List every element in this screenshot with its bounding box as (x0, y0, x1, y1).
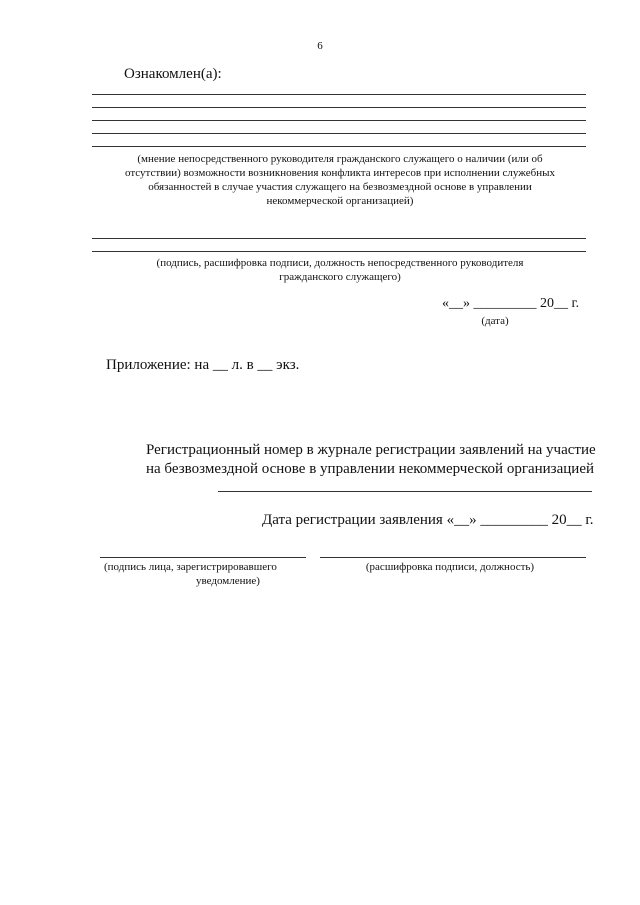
acquainted-label: Ознакомлен(а): (124, 66, 222, 82)
registrar-signature-caption-line-2: уведомление) (196, 575, 260, 587)
opinion-caption-line-1: (мнение непосредственного руководителя гражданского служащего о наличии (или об (137, 153, 543, 165)
registration-number-field (218, 491, 592, 492)
opinion-caption-line-4: некоммерческой организацией) (266, 195, 414, 207)
opinion-line-5 (92, 146, 586, 147)
supervisor-signature-line-2 (92, 251, 586, 252)
registrar-name-line (320, 557, 586, 558)
signature-caption-line-2: гражданского служащего) (279, 271, 401, 283)
registration-number-line-2: на безвозмездной основе в управлении некоммерческой организацией (146, 461, 595, 477)
opinion-line-4 (92, 133, 586, 134)
registrar-signature-line (100, 557, 306, 558)
registrar-signature-caption (96, 560, 326, 588)
date-line: «__» _________ 20__ г. (442, 296, 580, 311)
registrar-signature-caption-line-1: (подпись лица, зарегистрировавшего (104, 561, 277, 573)
opinion-caption-line-3: обязанностей в случае участия служащего на безвозмездной основе в управлении (148, 181, 532, 193)
registration-date: Дата регистрации заявления «__» _________ 20__ г. (262, 512, 594, 528)
registrar-name-caption: (расшифровка подписи, должность) (365, 561, 535, 573)
opinion-caption-line-2: отсутствии) возможности возникновения конфликта интересов при исполнении служебных (125, 167, 555, 179)
opinion-line-3 (92, 120, 586, 121)
opinion-caption (90, 152, 590, 208)
signature-caption-line-1: (подпись, расшифровка подписи, должность непосредственного руководителя (156, 257, 524, 269)
opinion-line-2 (92, 107, 586, 108)
signature-caption (90, 256, 590, 284)
supervisor-signature-line-1 (92, 238, 586, 239)
attachment-text: Приложение: на __ л. в __ экз. (106, 357, 300, 373)
registration-number-line-1: Регистрационный номер в журнале регистрации заявлений на участие (146, 442, 596, 458)
opinion-line-1 (92, 94, 586, 95)
page-number: 6 (317, 40, 323, 52)
date-caption: (дата) (481, 315, 509, 327)
